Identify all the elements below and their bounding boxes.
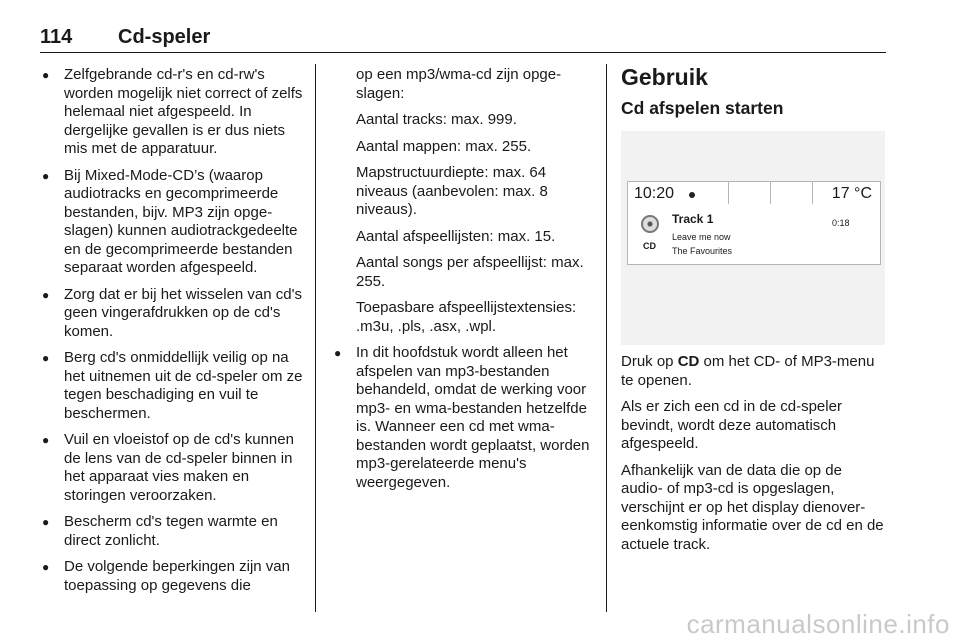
limit-line: Aantal afspeellijsten: max. 15. [356, 227, 556, 245]
display-time: 10:20 [634, 185, 675, 202]
display-album: The Favourites [672, 246, 733, 256]
cd-disc-icon [641, 215, 659, 233]
display-elapsed-time: 0:18 [832, 218, 850, 228]
column-1 [40, 66, 304, 603]
limit-line: Mapstructuurdiepte: max. 64 niveaus (aanbevolen: max. 8 niveaus). [356, 164, 548, 218]
bullet-item: ● Bij Mixed-Mode-CD’s (waarop audiotracks en gecomprimeerde bestanden, bijv. MP3 zijn opgeslagen) kunnen audiotrackgedeelte en de gecomprimeerde bestanden separaat worden afgespeeld. [40, 167, 304, 278]
display-divider [812, 182, 813, 204]
bullet-item: ● Zelfgebrande cd-r's en cd-rw's worden mogelijk niet correct of zelfs helemaal niet afgespeeld. In dergelijke gevallen is er dus niets mis met de apparatuur. [40, 66, 304, 159]
section-subheading: Cd afspelen starten [621, 97, 784, 118]
paragraph [621, 353, 887, 390]
status-dot-icon [689, 192, 695, 198]
column-divider-2 [606, 64, 607, 612]
cd-key-label: CD [677, 353, 700, 370]
limit-line: Aantal songs per afspeellijst: max. 255. [356, 254, 584, 290]
display-track: Track 1 [672, 212, 714, 226]
page-number: 114 [40, 26, 73, 48]
limit-line: Toepasbare afspeellijstextensies: .m3u, .pls, .asx, .wpl. [356, 299, 577, 335]
display-illustration [621, 131, 885, 345]
paragraph: Als er zich een cd in de cd-speler bevindt, wordt deze automatisch afgespeeld. [621, 398, 842, 452]
column-3 [621, 66, 887, 562]
watermark: carmanualsonline.info [686, 609, 950, 639]
bullet-item: ● In dit hoofdstuk wordt alleen het afspelen van mp3-bestanden behandeld, omdat de werking voor mp3- en wma-bestanden hetzelfde is. Wanneer een cd met wma-bestanden wordt geplaatst, worden mp3-gerelateerde menu's weergegeven. [332, 344, 594, 492]
display-temperature: 17 °C [831, 185, 872, 202]
display-divider [728, 182, 729, 204]
para-text: om het CD- of MP3-menu te openen. [621, 353, 875, 389]
bullet-item: ● De volgende beperkingen zijn van toepassing op gegevens die [40, 558, 304, 595]
limit-line: Aantal tracks: max. 999. [356, 111, 517, 128]
limit-line: op een mp3/wma-cd zijn opgeslagen: [356, 66, 562, 102]
display-song-title: Leave me now [672, 232, 731, 242]
bullet-item: ● Berg cd's onmiddellijk veilig op na het uitnemen uit de cd-speler om ze tegen beschadiging en vuil te beschermen. [40, 349, 304, 423]
chapter-title: Cd-speler [118, 26, 211, 48]
column-divider-1 [315, 64, 316, 612]
limit-line: Aantal mappen: max. 255. [356, 137, 532, 155]
page-header [40, 26, 886, 53]
radio-display [627, 181, 881, 265]
paragraph: Afhankelijk van de data die op de audio- of mp3-cd is opgeslagen, verschijnt er op het display dienovereenkomstig informatie over de cd en de actuele track. [621, 461, 884, 553]
section-heading: Gebruik [621, 64, 708, 90]
bullet-item: ● Vuil en vloeistof op de cd's kunnen de lens van de cd-speler binnen in het apparaat vies maken en storingen veroorzaken. [40, 431, 304, 505]
display-source-label: CD [643, 241, 656, 251]
bullet-item: ● Bescherm cd's tegen warmte en direct zonlicht. [40, 513, 304, 550]
bullet-item: ● Zorg dat er bij het wisselen van cd's geen vingerafdrukken op de cd's komen. [40, 286, 304, 342]
para-text: Druk op [621, 353, 678, 370]
display-divider [770, 182, 771, 204]
column-2 [332, 66, 594, 500]
